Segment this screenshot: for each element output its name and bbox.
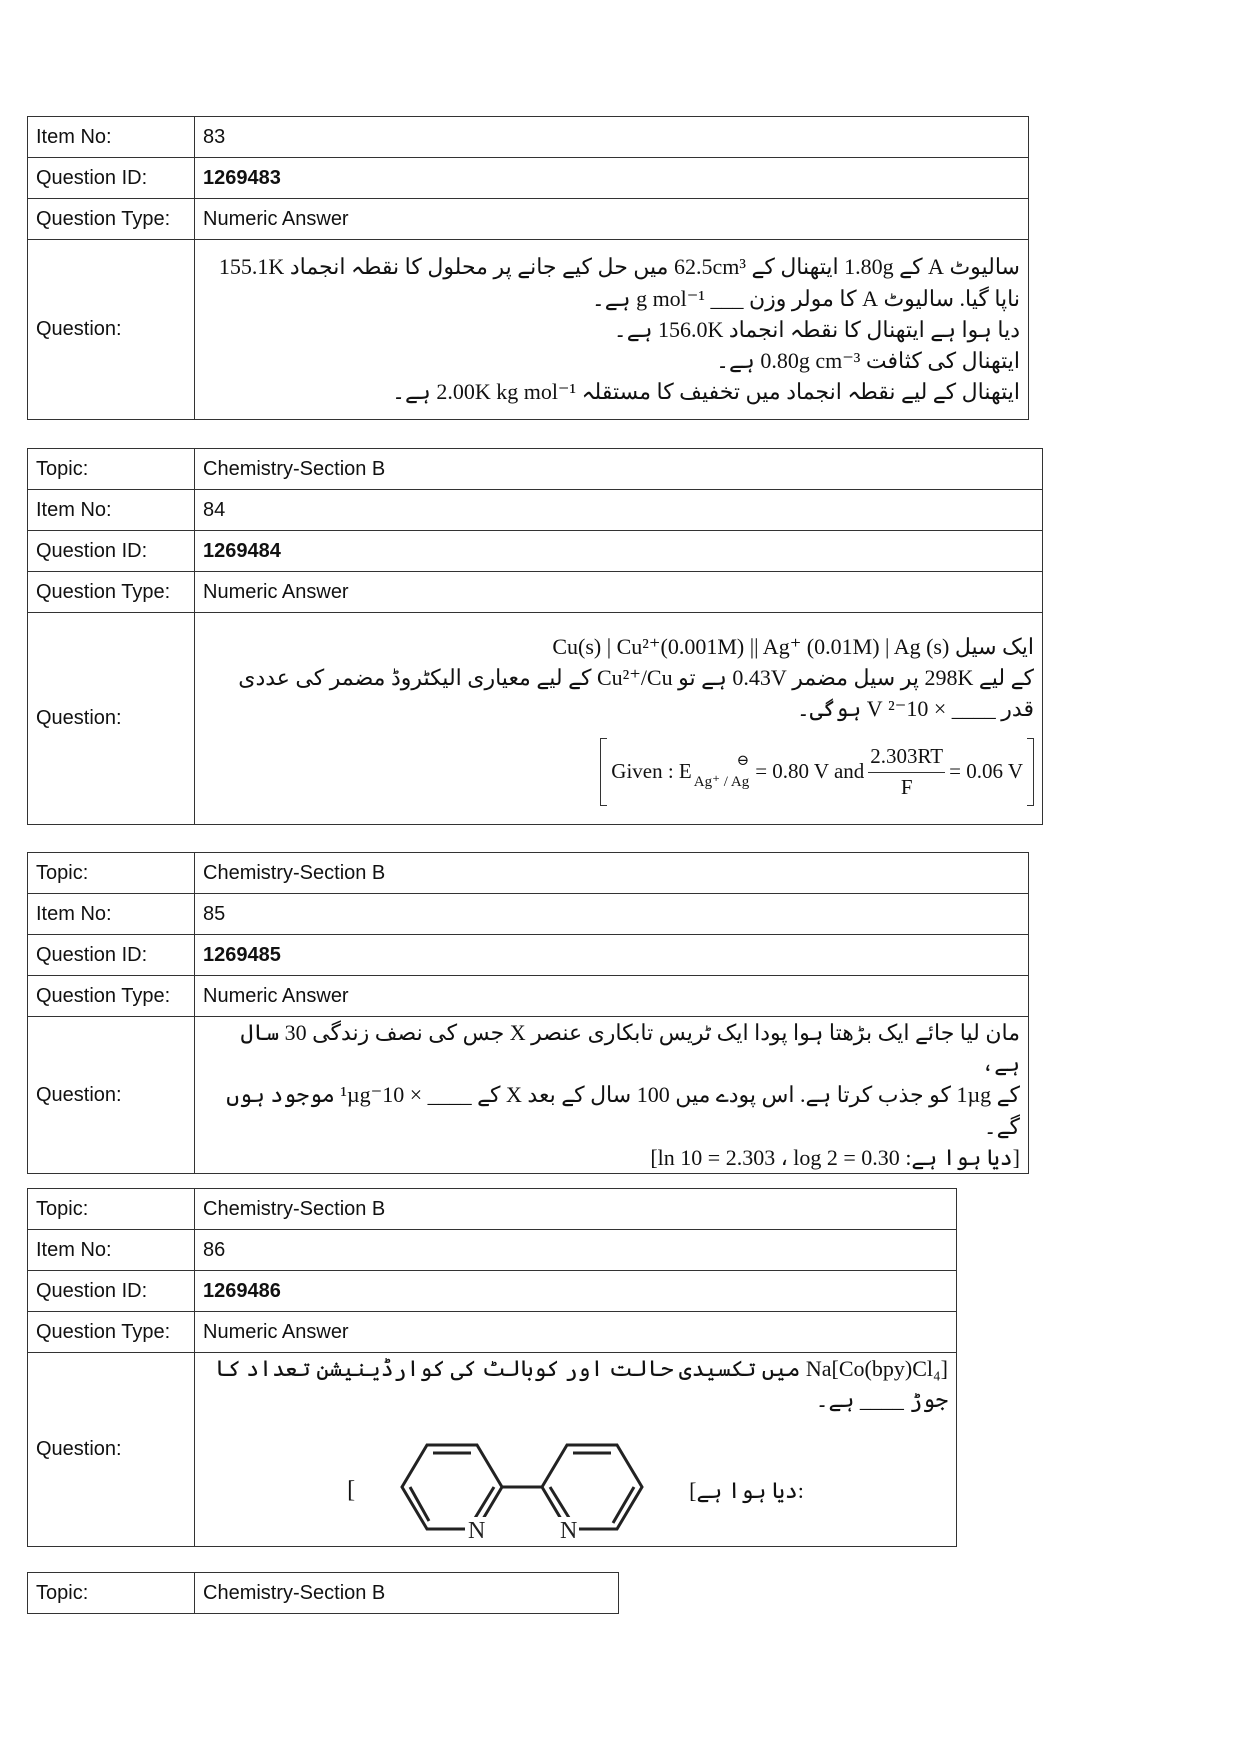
label-item-no: Item No: [28,117,195,158]
label-question: Question: [28,1017,195,1174]
label-question-id: Question ID: [28,158,195,199]
topic-value: Chemistry-Section B [195,853,1029,894]
nitrogen-label: N [560,1518,578,1545]
item-no-value: 85 [195,894,1029,935]
label-item-no: Item No: [28,894,195,935]
question-body [195,240,1029,420]
question-type-value: Numeric Answer [195,1312,957,1353]
question-id-value: 1269483 [195,158,1029,199]
label-item-no: Item No: [28,1230,195,1271]
standard-state-icon: ⊖ [736,753,750,770]
given-tail: = 0.06 V [949,759,1023,784]
label-topic: Topic: [28,449,195,490]
label-question-type: Question Type: [28,572,195,613]
label-question: Question: [28,240,195,420]
question-line: Na[Co(bpy)Cl₄] میں تکسیدی حالت اور کوبالٹ کی کوارڈینیشن تعداد کا جوڑ ____ ہے۔ [215,1356,948,1413]
question-type-value: Numeric Answer [195,572,1043,613]
question-id-value: 1269484 [195,531,1043,572]
label-question-id: Question ID: [28,935,195,976]
label-question: Question: [28,613,195,825]
question-line: قدر ____ × 10⁻² V ہوگی۔ [796,696,1034,722]
label-topic: Topic: [28,853,195,894]
bipyridine-structure [367,1435,677,1545]
given-subscript: Ag⁺ / Ag [693,774,750,791]
label-topic: Topic: [28,1573,195,1614]
label-question-type: Question Type: [28,199,195,240]
question-type-value: Numeric Answer [195,199,1029,240]
fraction [868,742,945,803]
question-85-table [27,852,1029,1174]
label-question: Question: [28,1353,195,1547]
label-question-id: Question ID: [28,531,195,572]
question-line: کے 1µg کو جذب کرتا ہے. اس پودے میں 100 سال کے بعد X کے ____ × 10⁻¹µg موجود ہوں [226,1082,1020,1108]
question-line: دیا ہوا ہے ایتھنال کا نقطہ انجماد 156.0K ہے۔ [613,316,1020,342]
bipyridine-structure-row: [ N N [دیا ہوا ہے: [203,1435,948,1545]
question-86-table [27,1188,957,1547]
question-line: مان لیا جائے ایک بڑھتا ہوا پودا ایک ٹریس تابکاری عنصر X جس کی نصف زندگی 30 سال ہے، [240,1020,1020,1077]
question-body [195,1017,1029,1174]
question-line: ایتھنال کے لیے نقطہ انجماد میں تخفیف کا مستقلہ 2.00K kg mol⁻¹ ہے۔ [392,379,1020,405]
nitrogen-label: N [468,1518,486,1545]
item-no-value: 86 [195,1230,957,1271]
question-line: ناپا گیا. سالیوٹ A کا مولر وزن ___ g mol⁻¹ ہے۔ [591,285,1020,311]
given-label: Given : E [611,759,692,784]
label-question-type: Question Type: [28,1312,195,1353]
label-question-type: Question Type: [28,976,195,1017]
given-prefix: [دیا ہوا ہے: [689,1477,804,1503]
question-line: ایک سیل Cu(s) | Cu²⁺(0.001M) || Ag⁺ (0.01M) | Ag (s) [552,633,1034,659]
label-question-id: Question ID: [28,1271,195,1312]
question-id-value: 1269486 [195,1271,957,1312]
item-no-value: 83 [195,117,1029,158]
question-body [195,613,1043,825]
question-line: ایتھنال کی کثافت 0.80g cm⁻³ ہے۔ [716,348,1020,374]
question-83-table [27,116,1029,420]
question-84-table [27,448,1043,825]
question-line: سالیوٹ A کے 1.80g ایتھنال کے 62.5cm³ میں حل کیے جانے پر محلول کا نقطہ انجماد 155.1K [218,254,1020,280]
topic-value: Chemistry-Section B [195,1189,957,1230]
given-bracket [203,738,1034,806]
question-body [195,1353,957,1547]
label-item-no: Item No: [28,490,195,531]
topic-value: Chemistry-Section B [195,449,1043,490]
given-value: = 0.80 V and [755,759,865,784]
topic-value: Chemistry-Section B [195,1573,619,1614]
question-line: کے لیے 298K پر سیل مضمر 0.43V ہے تو Cu²⁺/Cu کے لیے معیاری الیکٹروڈ مضمر کی عددی [238,664,1034,690]
item-no-value: 84 [195,490,1043,531]
question-line: گے۔ [983,1113,1020,1139]
question-87-table [27,1572,619,1614]
question-id-value: 1269485 [195,935,1029,976]
question-line: [دیا ہوا ہے: ln 10 = 2.303 ، log 2 = 0.30] [650,1144,1020,1170]
label-topic: Topic: [28,1189,195,1230]
fraction-numerator: 2.303RT [868,742,945,773]
fraction-denominator: F [900,774,913,799]
question-type-value: Numeric Answer [195,976,1029,1017]
